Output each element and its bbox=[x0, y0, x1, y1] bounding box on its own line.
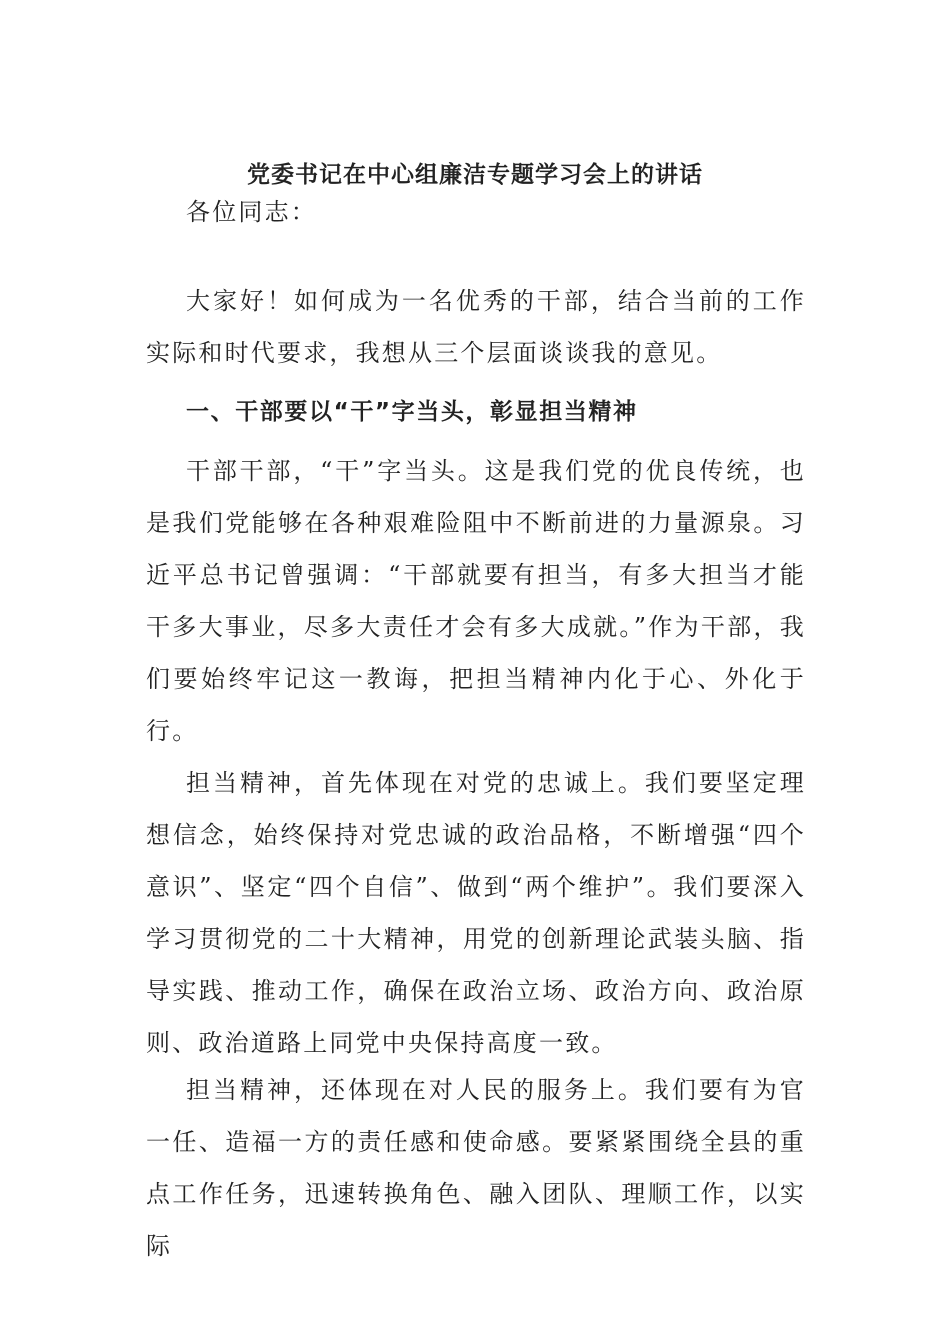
body-paragraph: 担当精神，还体现在对人民的服务上。我们要有为官一任、造福一方的责任感和使命感。要紧紧围绕全县的重点工作任务，迅速转换角色、融入团队、理顺工作，以实际 bbox=[146, 1076, 806, 1260]
intro-paragraph: 大家好！如何成为一名优秀的干部，结合当前的工作实际和时代要求，我想从三个层面谈谈我的意见。 bbox=[146, 287, 806, 367]
body-paragraph: 担当精神，首先体现在对党的忠诚上。我们要坚定理想信念，始终保持对党忠诚的政治品格，不断增强“四个意识”、坚定“四个自信”、做到“两个维护”。我们要深入学习贯彻党的二十大精神，用党的创新理论武装头脑、指导实践、推动工作，确保在政治立场、政治方向、政治原则、政治道路上同党中央保持高度一致。 bbox=[146, 769, 806, 1057]
section-heading: 一、干部要以“干”字当头，彰显担当精神 bbox=[186, 399, 638, 425]
body-paragraph: 干部干部，“干”字当头。这是我们党的优良传统，也是我们党能够在各种艰难险阻中不断前进的力量源泉。习近平总书记曾强调：“干部就要有担当，有多大担当才能干多大事业，尽多大责任才会有多大成就。”作为干部，我们要始终牢记这一教诲，把担当精神内化于心、外化于行。 bbox=[146, 457, 806, 745]
greeting-line: 各位同志： bbox=[186, 198, 317, 226]
document-title: 党委书记在中心组廉洁专题学习会上的讲话 bbox=[247, 161, 703, 188]
